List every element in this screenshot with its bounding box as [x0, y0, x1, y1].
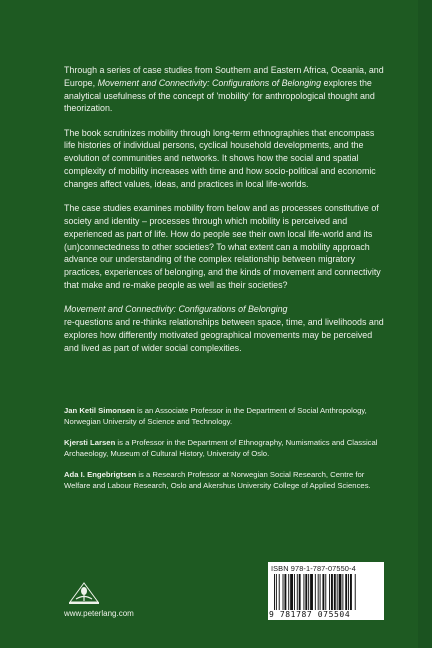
cover-edge [418, 0, 432, 648]
barcode-bar [299, 574, 301, 610]
isbn-barcode [268, 562, 384, 620]
author-bio-text: is an Associate Professor in the Department of Social Anthropology, Norwegian University of Science and Technology. [64, 406, 367, 426]
barcode-bar [297, 574, 298, 610]
barcode-bar [322, 574, 324, 610]
barcode-bar [331, 574, 333, 610]
author-bio-text: is a Research Professor at Norwegian Social Research, Centre for Welfare and Labour Research, Oslo and Akershus University College of Applied Sciences. [64, 470, 371, 490]
description-paragraph-3: The case studies examines mobility from below and as processes constitutive of society and identity – processes through which mobility is perceived and experienced as part of life. How do people see their own local life-world and its (un)connectedness to other societies? To what extent can a mobility approach advance our understanding of the complex relationship between migratory practices, experiences of belonging, and the kinds of movement and connectivity that make and re-make people as well as their societies? [64, 203, 381, 290]
barcode-bar [305, 574, 307, 610]
author-name: Jan Ketil Simonsen [64, 406, 135, 415]
barcode-bar [350, 574, 352, 610]
author-name: Ada I. Engebrigtsen [64, 470, 137, 480]
author-bio [64, 438, 382, 459]
barcode-bar [320, 574, 321, 610]
paragraph-text: re-questions and re-thinks relationships between space, time, and livelihoods and explores how differently motivated geographical movements may be perceived and lived as part of wider social complexities. [64, 317, 384, 353]
barcode-bar [294, 574, 295, 610]
barcode-bar [355, 574, 356, 610]
author-bio [64, 470, 382, 491]
publisher-website: www.peterlang.com [64, 609, 134, 618]
author-bio [64, 406, 382, 427]
barcode-digits: 9 781787 075504 [269, 610, 351, 619]
paragraph-text: explores the analytical usefulness of the concept of 'mobility' for anthropological thought and theorization. [64, 77, 375, 114]
barcode-bar [279, 574, 280, 610]
author-bios [64, 406, 382, 503]
publisher-logo-icon [64, 580, 104, 606]
barcode-bar [334, 574, 336, 610]
book-title-italic: Movement and Connectivity: Configurations of Belonging [64, 304, 288, 315]
barcode-bar [290, 574, 293, 610]
barcode-bar [310, 574, 313, 610]
barcode-bar [283, 574, 284, 610]
barcode-bar [318, 574, 319, 610]
description-paragraph-2: The book scrutinizes mobility through long-term ethnographies that encompass life histories of individual persons, cyclical household developments, and the evolution of communities and networks. It shows how the social and spatial complexity of mobility increases with time and how socio-political and economic changes affect values, ideas, and practices in local life-worlds. [64, 127, 376, 189]
book-title-italic: Movement and Connectivity: Configurations of Belonging [97, 77, 322, 88]
author-name: Kjersti Larsen [64, 438, 116, 448]
barcode-bar [315, 574, 316, 610]
author-bio-text: is a Professor in the Department of Ethnography, Numismatics and Classical Archaeology, Museum of Cultural History, University of Oslo. [64, 438, 378, 458]
barcode-bar [308, 574, 309, 610]
barcode-bars [274, 574, 380, 610]
barcode-bar [329, 574, 330, 610]
barcode-bar [303, 574, 304, 610]
isbn-label: ISBN 978-1-787-07550-4 [271, 564, 356, 573]
barcode-bar [345, 574, 347, 610]
barcode-bar [276, 574, 277, 610]
description-paragraph-1 [64, 64, 384, 115]
back-cover-description [64, 64, 384, 354]
barcode-bar [337, 574, 338, 610]
barcode-bar [342, 574, 343, 610]
description-paragraph-4 [64, 303, 384, 354]
barcode-bar [288, 574, 289, 610]
barcode-bar [284, 574, 286, 610]
paragraph-text: Through a series of case studies from Southern and Eastern Africa, Oceania, and Europe, [64, 65, 384, 88]
barcode-bar [339, 574, 342, 610]
barcode-bar [274, 574, 275, 610]
barcode-bar [325, 574, 326, 610]
barcode-bar [348, 574, 349, 610]
